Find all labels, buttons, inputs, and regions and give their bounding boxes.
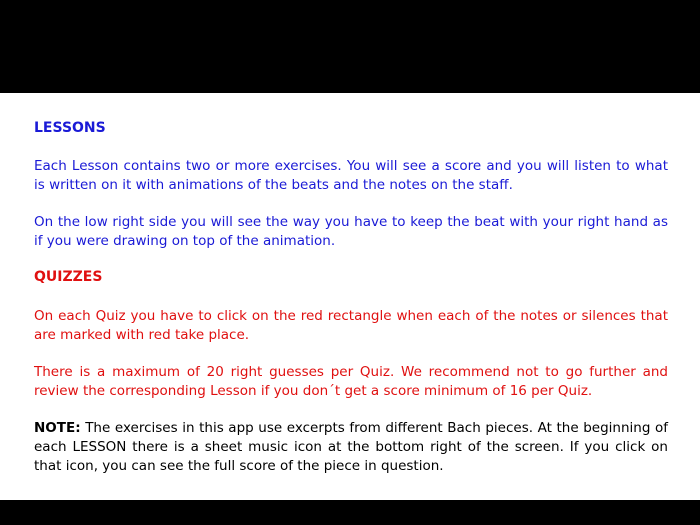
note-text: The exercises in this app use excerpts from different Bach pieces. At the beginning of each LESSON there is a sheet music icon at the bottom right of the screen. If you click on that icon, you can see the full score of the piece in question. xyxy=(34,420,668,474)
quizzes-paragraph-1: On each Quiz you have to click on the red rectangle when each of the notes or silences that are marked with red take place. xyxy=(34,308,668,343)
note-label: NOTE: xyxy=(34,420,81,436)
lessons-heading: LESSONS xyxy=(34,120,106,136)
quizzes-paragraph-2: There is a maximum of 20 right guesses per Quiz. We recommend not to go further and review the corresponding Lesson if you don´t get a score minimum of 16 per Quiz. xyxy=(34,364,668,399)
quizzes-heading: QUIZZES xyxy=(34,269,103,285)
lessons-paragraph-1: Each Lesson contains two or more exercises. You will see a score and you will listen to what is written on it with animations of the beats and the notes on the staff. xyxy=(34,158,668,193)
bottom-black-bar xyxy=(0,500,700,525)
lessons-paragraph-2: On the low right side you will see the way you have to keep the beat with your right hand as if you were drawing on top of the animation. xyxy=(34,214,668,249)
top-black-bar xyxy=(0,0,700,93)
note-paragraph xyxy=(34,419,668,476)
